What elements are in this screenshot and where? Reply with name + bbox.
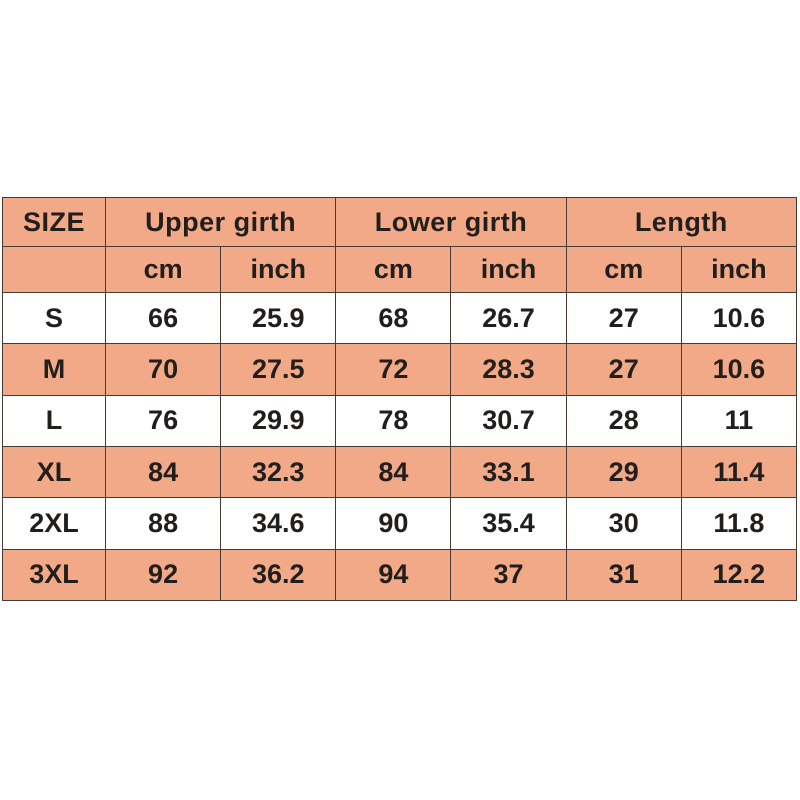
value-cell: 88 <box>106 498 221 549</box>
table-row-xl <box>3 446 797 497</box>
value-cell: 11.4 <box>681 446 796 497</box>
value-cell: 92 <box>106 549 221 600</box>
column-header-upper-girth: Upper girth <box>106 198 336 247</box>
subheader-empty-cell <box>3 247 106 293</box>
subheader-upper-inch: inch <box>221 247 336 293</box>
value-cell: 25.9 <box>221 293 336 344</box>
subheader-row <box>3 247 797 293</box>
value-cell: 27 <box>566 293 681 344</box>
subheader-length-cm: cm <box>566 247 681 293</box>
size-label: XL <box>3 446 106 497</box>
value-cell: 34.6 <box>221 498 336 549</box>
value-cell: 29 <box>566 446 681 497</box>
value-cell: 94 <box>336 549 451 600</box>
value-cell: 11 <box>681 395 796 446</box>
size-label: 3XL <box>3 549 106 600</box>
table-row-3xl <box>3 549 797 600</box>
value-cell: 28.3 <box>451 344 566 395</box>
value-cell: 33.1 <box>451 446 566 497</box>
value-cell: 78 <box>336 395 451 446</box>
value-cell: 72 <box>336 344 451 395</box>
subheader-lower-inch: inch <box>451 247 566 293</box>
value-cell: 37 <box>451 549 566 600</box>
value-cell: 70 <box>106 344 221 395</box>
value-cell: 35.4 <box>451 498 566 549</box>
size-label: 2XL <box>3 498 106 549</box>
value-cell: 36.2 <box>221 549 336 600</box>
value-cell: 31 <box>566 549 681 600</box>
size-label: S <box>3 293 106 344</box>
column-header-lower-girth: Lower girth <box>336 198 566 247</box>
size-chart-table <box>2 197 797 601</box>
value-cell: 27.5 <box>221 344 336 395</box>
subheader-lower-cm: cm <box>336 247 451 293</box>
value-cell: 10.6 <box>681 293 796 344</box>
value-cell: 10.6 <box>681 344 796 395</box>
value-cell: 68 <box>336 293 451 344</box>
size-chart <box>2 197 797 601</box>
value-cell: 29.9 <box>221 395 336 446</box>
header-row <box>3 198 797 247</box>
column-header-length: Length <box>566 198 796 247</box>
table-row-l <box>3 395 797 446</box>
value-cell: 90 <box>336 498 451 549</box>
value-cell: 30 <box>566 498 681 549</box>
value-cell: 66 <box>106 293 221 344</box>
subheader-upper-cm: cm <box>106 247 221 293</box>
table-row-2xl <box>3 498 797 549</box>
value-cell: 76 <box>106 395 221 446</box>
value-cell: 84 <box>106 446 221 497</box>
value-cell: 11.8 <box>681 498 796 549</box>
value-cell: 12.2 <box>681 549 796 600</box>
table-row-m <box>3 344 797 395</box>
size-label: L <box>3 395 106 446</box>
value-cell: 26.7 <box>451 293 566 344</box>
size-label: M <box>3 344 106 395</box>
value-cell: 28 <box>566 395 681 446</box>
table-row-s <box>3 293 797 344</box>
column-header-size: SIZE <box>3 198 106 247</box>
value-cell: 84 <box>336 446 451 497</box>
subheader-length-inch: inch <box>681 247 796 293</box>
value-cell: 27 <box>566 344 681 395</box>
value-cell: 32.3 <box>221 446 336 497</box>
value-cell: 30.7 <box>451 395 566 446</box>
